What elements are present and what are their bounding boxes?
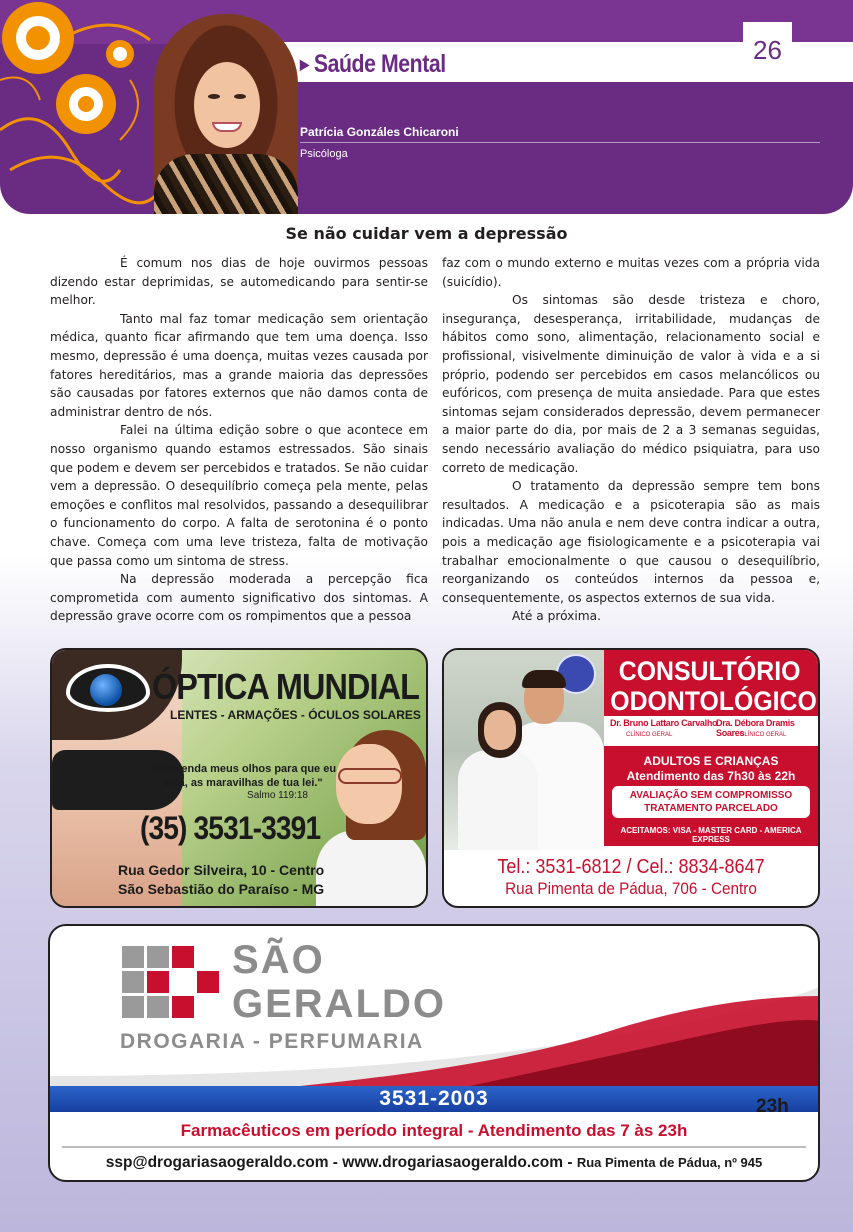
optica-phone: (35) 3531-3391: [140, 810, 321, 846]
article-paragraph: Até a próxima.: [512, 609, 601, 624]
consult-doctors: [604, 716, 818, 746]
page-header: [0, 0, 853, 214]
article-paragraph: Os sintomas são desde tristeza e choro, insegurança, desesperança, irritabilidade, mudanças de hábitos como sono, alimentação, relacionamento social e profissional, visivelmente diminuição de valor à vida e a si próprio, podendo ser percebidos em casos melancólicos ou eufóricos, com presença de muita ansiedade. Para que estes sintomas sejam considerados depressão, devem permanecer a maior parte do dia, por mais de 2 a 3 semanas seguidas, sendo necessário avaliação do médico psiquiatra, para uso correto de medicação.: [442, 293, 820, 475]
consult-address: Rua Pimenta de Pádua, 706 - Centro: [505, 879, 757, 898]
article-paragraph: Na depressão moderada a percepção fica comprometida com aumento significativo dos sintomas. A depressão grave ocorre com os rompimentos que a pessoa: [50, 572, 428, 624]
sg-name-line1: SÃO: [232, 938, 325, 982]
author-role: Psicóloga: [300, 148, 348, 160]
optica-subtitle: LENTES - ARMAÇÕES - ÓCULOS SOLARES: [170, 708, 421, 722]
consult-payment-cards: ACEITAMOS: VISA - MASTER CARD - AMERICA EXPRESS: [620, 826, 802, 844]
optica-address-line1: Rua Gedor Silveira, 10 - Centro: [118, 862, 325, 878]
consult-offer-box: [612, 786, 810, 818]
doctor-role: CLÍNICO GERAL: [626, 732, 673, 738]
doctor-name: Dr. Bruno Lattaro Carvalho: [610, 718, 718, 728]
optica-address-line2: São Sebastião do Paraíso - MG: [118, 881, 325, 897]
article-title: Se não cuidar vem a depressão: [285, 224, 568, 243]
sg-phone: 3531-2003: [379, 1087, 489, 1110]
consult-title: [463, 656, 817, 716]
sao-geraldo-logo-icon: [122, 946, 222, 1026]
doctor-role: CLÍNICO GERAL: [740, 732, 787, 738]
sg-address: Rua Pimenta de Pádua, nº 945: [576, 1155, 763, 1170]
sg-hours-badge: 23h: [756, 1096, 789, 1117]
consult-hours: Atendimento das 7h30 às 22h: [626, 769, 796, 783]
optica-title: ÓPTICA MUNDIAL: [152, 666, 419, 707]
optica-quote: "Desvenda meus olhos para que eu veja, as maravilhas de tua lei.": [149, 763, 337, 789]
sg-tagline: Farmacêuticos em período integral - Atendimento das 7 às 23h: [180, 1121, 688, 1140]
author-photo: [154, 14, 298, 214]
decorative-swirl-icon: [0, 0, 180, 214]
sg-subtitle: DROGARIA - PERFUMARIA: [120, 1030, 424, 1053]
article-paragraph: O tratamento da depressão sempre tem bons resultados. A medicação e a psicoterapia são as mais indicadas. Uma não anula e nem deve contra indicar a outra, pois a medicação age fisiologicamente e a psicoterapia vai trabalhar emocionalmente o que causou o desequilíbrio, reorganizando os conteúdos internos da pessoa e, consequentemente, os aspectos externos de sua vida.: [442, 479, 820, 605]
consult-offer-line2: TRATAMENTO PARCELADO: [644, 803, 778, 814]
optica-quote-ref: Salmo 119:18: [247, 790, 308, 801]
sg-divider: [62, 1146, 806, 1148]
ad-model-photo: [316, 730, 426, 908]
sg-name-line2: GERALDO: [232, 982, 446, 1026]
consult-offer-line1: AVALIAÇÃO SEM COMPROMISSO: [629, 790, 793, 801]
sg-website: www.drogariasaogeraldo.com: [342, 1154, 564, 1171]
article-paragraph: Falei na última edição sobre o que acontece em nosso organismo quando estamos estressados. São sinais que podem e devem ser percebidos e tratados. Se não cuidar vem a depressão. O desequilíbrio começa pela mente, pelas emoções e conflitos mal resolvidos, passando a desequilibrar o funcionamento do corpo. A falta de serotonina é o ponto chave. Começa com uma leve tristeza, falta de motivação que passa como um sintoma de stress.: [50, 423, 428, 568]
author-name: Patrícia Gonzáles Chicaroni: [300, 125, 459, 139]
article-column-right: [442, 254, 820, 626]
section-title: ▶ Saúde Mental: [300, 50, 446, 78]
article-paragraph: Tanto mal faz tomar medicação sem orientação médica, quanto ficar afirmando que tem uma doença. Isso mesmo, depressão é uma doença, muitas vezes causada por fatores hereditários, mas a grande maioria das depressões são causadas por fatores externos que não damos conta de administrar dentro de nós.: [50, 311, 428, 419]
consult-title-line2: ODONTOLÓGICO: [610, 686, 817, 716]
sg-contact-line: ssp@drogariasaogeraldo.com - www.drogariasaogeraldo.com - Rua Pimenta de Pádua, nº 945: [105, 1154, 763, 1171]
consult-ages: ADULTOS E CRIANÇAS: [643, 754, 779, 768]
sg-email: ssp@drogariasaogeraldo.com: [105, 1154, 329, 1171]
consult-phone: Tel.: 3531-6812 / Cel.: 8834-8647: [497, 856, 765, 878]
section-arrow-icon: ▶: [300, 56, 309, 72]
article-paragraph: faz com o mundo externo e muitas vezes com a própria vida (suicídio).: [442, 256, 820, 289]
doctor-name: Dra. Débora Dramis Soares: [716, 718, 795, 738]
consult-title-line1: CONSULTÓRIO: [618, 656, 801, 686]
article-column-left: [50, 254, 428, 626]
article-paragraph: É comum nos dias de hoje ouvirmos pessoas dizendo estar deprimidas, se automedicando para sentir-se melhor.: [50, 256, 428, 308]
page-number: 26: [743, 22, 792, 78]
author-divider: [300, 142, 820, 143]
